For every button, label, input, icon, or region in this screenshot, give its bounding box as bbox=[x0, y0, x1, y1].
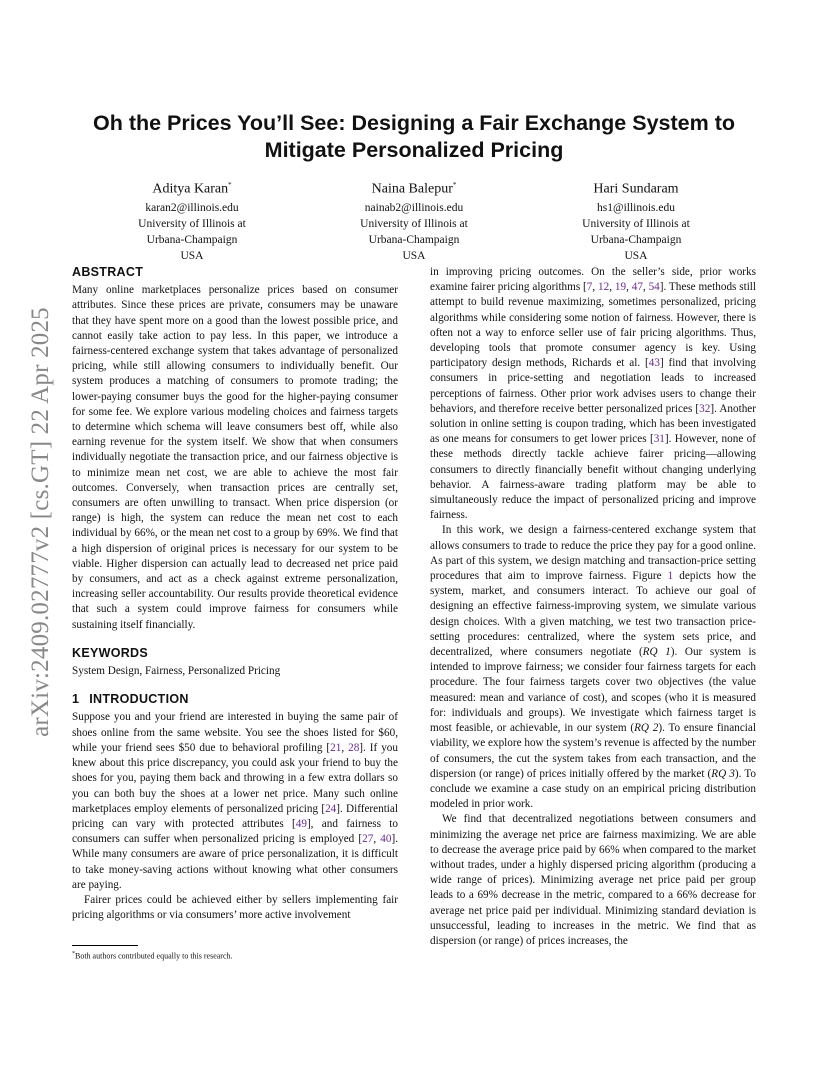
arxiv-sidebar bbox=[26, 282, 56, 762]
keywords-heading: KEYWORDS bbox=[72, 645, 149, 660]
citation-link[interactable]: 28 bbox=[348, 741, 360, 754]
citation-link[interactable]: 19 bbox=[614, 281, 627, 294]
arxiv-identifier: arXiv:2409.02777v2 [cs.GT] 22 Apr 2025 bbox=[27, 307, 54, 737]
section-title: INTRODUCTION bbox=[89, 692, 189, 707]
left-column bbox=[72, 265, 398, 923]
right-paragraph-3: We find that decentralized negotiations between consumers and minimizing the average net price are fairness maximizing. We are able to decrease the average price paid by 66% when compared to the market without trades, under a highly dispersed pricing algorithm (producing a wide range of prices). Minimizing average net price paid per group leads to a 69% decrease in the metric, compared to a 66% decrease for average net price paid per individual. Minimizing standard deviation is unsuccessful, leading to increases in the metric. We find that as dispersion (or range) of prices increases, the bbox=[430, 813, 756, 947]
text-run: , bbox=[592, 281, 599, 294]
author-affiliation: University of Illinois at bbox=[138, 217, 246, 230]
section-number: 1 bbox=[72, 692, 80, 707]
citation-link[interactable]: 40 bbox=[380, 833, 392, 846]
author-affiliation-city: Urbana-Champaign bbox=[146, 233, 238, 246]
text-run: ]. If you knew about this price discrepancy, you could ask your friend to buy the shoes for you, paying them back and throwing in a few extra dollars so you can both buy the shoes at a lower net price. Many such online marketplaces employ elements of personalized pricing [ bbox=[72, 741, 398, 815]
author-2 bbox=[294, 175, 534, 264]
footnote-divider bbox=[72, 945, 138, 946]
citation-link[interactable]: 12 bbox=[598, 281, 610, 294]
research-question-ref: RQ 1 bbox=[642, 646, 671, 659]
citation-link[interactable]: 32 bbox=[699, 402, 711, 415]
footnote-text: Both authors contributed equally to this research. bbox=[75, 951, 233, 961]
citation-link[interactable]: 24 bbox=[325, 802, 337, 815]
text-run: , bbox=[626, 281, 632, 294]
text-run: , bbox=[609, 281, 615, 294]
figure-link[interactable]: 1 bbox=[667, 570, 674, 583]
text-run: Suppose you and your friend are interested in buying the same pair of shoes online from the same website. You see the shoes listed for $60, while your friend sees $50 due to behavioral profiling [ bbox=[72, 711, 398, 754]
citation-link[interactable]: 43 bbox=[648, 357, 660, 370]
author-country: USA bbox=[624, 249, 648, 262]
text-run: ). To conclude we examine a case study on an empirical pricing distribution modeled in prior work. bbox=[430, 767, 756, 811]
citation-link[interactable]: 27 bbox=[362, 833, 374, 846]
text-run: ]. Differential pricing can vary with protected attributes [ bbox=[72, 802, 398, 830]
abstract-heading: ABSTRACT bbox=[72, 265, 144, 279]
author-name: Aditya Karan bbox=[152, 181, 229, 197]
footnote bbox=[72, 949, 233, 962]
citation-link[interactable]: 54 bbox=[648, 281, 660, 294]
research-question-ref: RQ 3 bbox=[711, 767, 735, 780]
text-run: ]. Another solution in online setting is coupon trading, which has been investigated as one means for consumers to get lower prices [ bbox=[430, 402, 756, 446]
right-paragraph-1 bbox=[430, 265, 756, 523]
author-affiliation: University of Illinois at bbox=[360, 217, 468, 230]
right-paragraph-2 bbox=[430, 523, 756, 812]
author-3 bbox=[516, 175, 756, 264]
text-run: ]. These methods still attempt to build revenue maximizing, sometimes personalized, pricing algorithms while considering some notion of fairness. However, there is often not a way to enforce seller use of fair pricing algorithms. Thus, developing tools that promote consumer agency is key. Using participatory design methods, Richards et al. [ bbox=[430, 281, 757, 370]
text-run: ], and fairness to consumers can suffer when personalized pricing is employed [ bbox=[72, 817, 398, 846]
author-affiliation-city: Urbana-Champaign bbox=[368, 233, 460, 246]
text-run: in improving pricing outcomes. On the seller’s side, prior works examine fairer pricing algorithms [ bbox=[430, 266, 756, 294]
text-run: , bbox=[373, 833, 381, 846]
citation-link[interactable]: 47 bbox=[631, 281, 643, 294]
citation-link[interactable]: 31 bbox=[653, 433, 665, 446]
equal-contribution-mark: * bbox=[452, 181, 457, 189]
research-question-ref: RQ 2 bbox=[634, 722, 659, 735]
text-run: , bbox=[341, 741, 349, 754]
author-email: nainab2@illinois.edu bbox=[364, 201, 464, 214]
text-run: ]. However, none of these methods directly tackle achieve fairer pricing—allowing consumers to directly financially benefit without changing underlying behavior. A fairness-aware trading platform may be able to simultaneously reduce the impact of personalized pricing and improve fairness. bbox=[430, 433, 756, 522]
author-email: karan2@illinois.edu bbox=[145, 201, 239, 214]
introduction-heading bbox=[72, 692, 398, 707]
text-run: depicts how the system, market, and consumers interact. To achieve our goal of designing an effective fairness-improving system, we simulate various design choices. With a given matching, we test two transaction price-setting procedures: centralized, where the system sets price, and decentralized, where consumers negotiate ( bbox=[430, 570, 756, 659]
paper-title: Oh the Prices You’ll See: Designing a Fair Exchange System to Mitigate Personalized Pricing bbox=[92, 111, 735, 162]
right-column bbox=[430, 265, 756, 949]
keywords-text: System Design, Fairness, Personalized Pricing bbox=[72, 665, 281, 678]
author-name: Hari Sundaram bbox=[593, 181, 679, 197]
author-affiliation-city: Urbana-Champaign bbox=[590, 233, 682, 246]
author-1 bbox=[72, 175, 312, 264]
text-run: ] find that involving consumers in price-setting and negotiation leads to increased perceptions of fairness. Other prior work advises users to change their behaviors, and therefore receive better personalized prices [ bbox=[430, 357, 756, 415]
text-run: , bbox=[642, 281, 649, 294]
citation-link[interactable]: 21 bbox=[330, 741, 342, 754]
equal-contribution-mark: * bbox=[228, 181, 232, 189]
intro-paragraph-1 bbox=[72, 710, 398, 892]
author-name: Naina Balepur bbox=[371, 181, 453, 197]
author-email: hs1@illinois.edu bbox=[597, 201, 675, 214]
citation-link[interactable]: 49 bbox=[295, 817, 307, 830]
author-country: USA bbox=[402, 249, 426, 262]
author-affiliation: University of Illinois at bbox=[582, 217, 690, 230]
text-run: ]. While many consumers are aware of price personalization, it is difficult to take money-saving actions without knowing what other consumers are paying. bbox=[72, 833, 398, 891]
footnote-mark: * bbox=[72, 951, 75, 957]
text-run: ). Our system is intended to improve fairness; we consider four fairness targets for each procedure. The four fairness targets cover two objectives (the value measured: mean and variance of cost), and scopes (who it is measured for: individuals and groups). We investigate which fairness target is most feasible, or achievable, in our system ( bbox=[430, 646, 756, 735]
intro-paragraph-2: Fairer prices could be achieved either by sellers implementing fair pricing algorithms or via consumers’ more active involvement bbox=[72, 893, 398, 922]
abstract-text: Many online marketplaces personalize prices based on consumer attributes. Since these prices are private, consumers may be unaware that they have spent more on a good than the lowest possible price, and cannot easily take action to pay less. In this paper, we introduce a fairness-centered exchange system that takes advantage of personalized pricing, while still allowing consumers to individually benefit. Our system produces a matching of consumers to promote trading; the lower-paying consumer buys the good for the higher-paying consumer for some fee. We explore various modeling choices and fairness targets to determine which schema will leave consumers best off, while also earning revenue for the system itself. We show that when consumers individually negotiate the transaction price, and our fairness objective is to minimize mean net cost, we are able to achieve the most fair outcomes. Conversely, when transaction prices are centrally set, consumers are often unwilling to transact. When price dispersion (or range) is high, the system can reduce the mean net cost to each individual by 66%, or the mean net cost to a group by 69%. We find that a high dispersion of original prices is necessary for our system to be viable. Higher dispersion can actually lead to decreased net price paid by consumers, and act as a check against extreme personalization, increasing seller accountability. Our results provide theoretical evidence that such a system could improve fairness for consumers while sustaining itself financially. bbox=[72, 284, 398, 631]
author-country: USA bbox=[180, 249, 204, 262]
text-run: ). To ensure financial viability, we explore how the system’s revenue is affected by the number of consumers, the cut the system takes from each transaction, and the dispersion (or range) of prices initially offered by the market ( bbox=[430, 722, 756, 780]
citation-link[interactable]: 7 bbox=[586, 281, 593, 294]
text-run: In this work, we design a fairness-centered exchange system that allows consumers to trade to reduce the price they pay for a good online. As part of this system, we design matching and transaction-price setting procedures that aim to improve fairness. Figure bbox=[430, 524, 756, 583]
